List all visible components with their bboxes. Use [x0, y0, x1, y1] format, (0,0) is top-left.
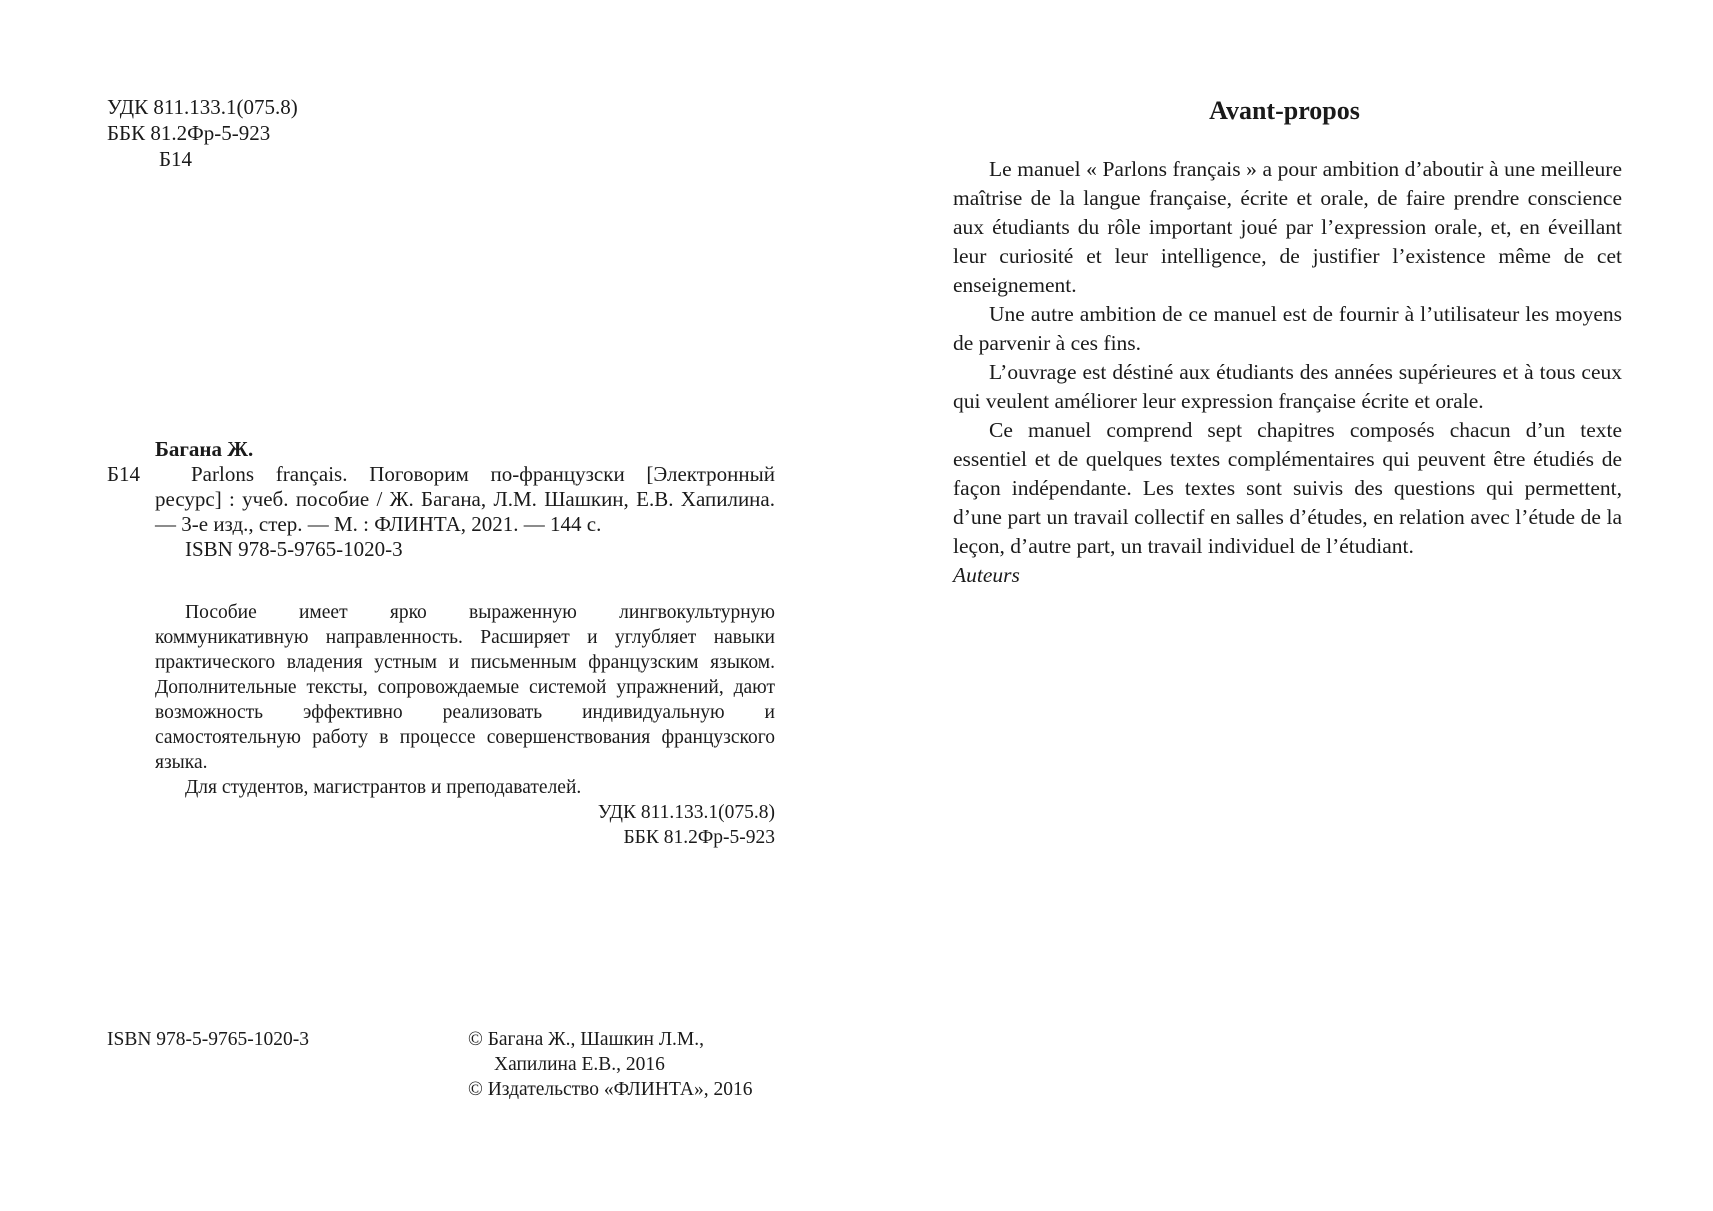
foreword-signature: Auteurs — [953, 563, 1020, 587]
author-mark: Б14 — [159, 147, 193, 171]
left-page — [0, 0, 856, 1211]
bbk-code: ББК 81.2Фр-5-923 — [107, 121, 271, 145]
annotation-bbk: ББК 81.2Фр-5-923 — [623, 827, 775, 848]
annotation-udk: УДК 811.133.1(075.8) — [597, 802, 775, 823]
right-page — [856, 0, 1713, 1211]
copyright-publisher: © Издательство «ФЛИНТА», 2016 — [468, 1079, 753, 1100]
annotation-text: Пособие имеет ярко выраженную лингвокультурную коммуникативную направленность. Расширяет и углубляет навыки практического владения устным и письменным французским языком. Дополнительные тексты, сопровождаемые системой упражнений, дают возможность эффективно реализовать индивидуальную и самостоятельную работу в процессе совершенствования французского языка. — [155, 602, 775, 773]
annotation-block — [155, 600, 775, 850]
record-code: Б14 — [107, 462, 141, 486]
foreword-title: Avant-propos — [1209, 96, 1360, 125]
foreword-paragraph: L’ouvrage est déstiné aux étudiants des années supérieures et à tous ceux qui veulent améliorer leur expression française écrite et orale. — [953, 360, 1622, 413]
copyright-authors-line2: Хапилина Е.В., 2016 — [494, 1054, 665, 1075]
record-isbn: ISBN 978-5-9765-1020-3 — [185, 537, 403, 561]
record-entry — [107, 462, 775, 537]
record-author: Багана Ж. — [155, 437, 254, 461]
udk-code: УДК 811.133.1(075.8) — [107, 95, 298, 119]
classification-block — [107, 94, 298, 172]
imprint-isbn: ISBN 978-5-9765-1020-3 — [107, 1029, 310, 1050]
foreword-paragraph: Une autre ambition de ce manuel est de fournir à l’utilisateur les moyens de parvenir à ces fins. — [953, 302, 1622, 355]
record-description: Parlons français. Поговорим по-французски [Электронный ресурс] : учеб. пособие / Ж. Багана, Л.М. Шашкин, Е.В. Хапилина. — 3-е изд., стер. — М. : ФЛИНТА, 2021. — 144 с. — [155, 462, 775, 536]
copyright-block — [468, 1027, 752, 1102]
foreword-paragraph: Ce manuel comprend sept chapitres composés chacun d’un texte essentiel et de quelques textes complémentaires qui peuvent être étudiés de façon indépendante. Les textes sont suivis des questions qui permettent, d’une part un travail collectif en salles d’études, en relation avec l’étude de la leçon, d’autre part, un travail individuel de l’étudiant. — [953, 418, 1622, 558]
copyright-authors-line1: © Багана Ж., Шашкин Л.М., — [468, 1029, 705, 1050]
foreword-body — [953, 155, 1622, 590]
annotation-audience: Для студентов, магистрантов и преподавателей. — [185, 777, 582, 798]
foreword-paragraph: Le manuel « Parlons français » a pour ambition d’aboutir à une meilleure maîtrise de la langue française, écrite et orale, de faire prendre conscience aux étudiants du rôle important joué par l’expression orale, et, en éveillant leur curiosité et leur intelligence, de justifier l’existence même de cet enseignement. — [953, 157, 1622, 297]
bibliographic-record — [107, 437, 775, 562]
